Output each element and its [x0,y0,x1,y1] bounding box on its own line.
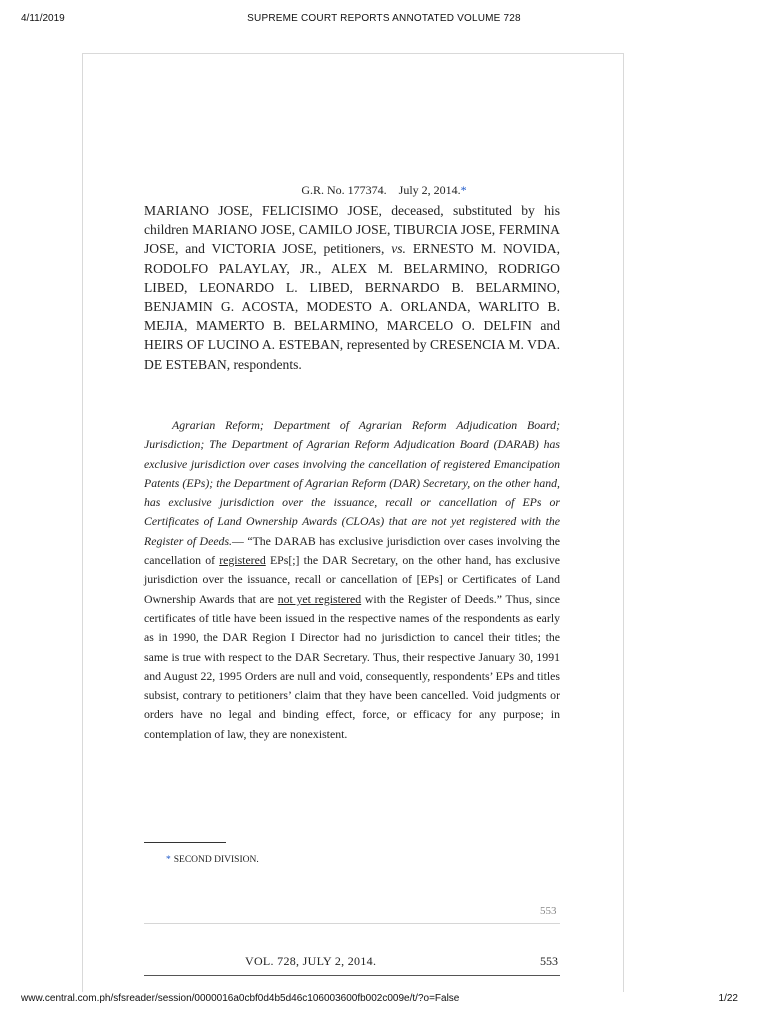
syllabus-headnote: Agrarian Reform; Department of Agrarian Reform Adjudication Board; Jurisdiction; The Department of Agrarian Reform Adjudication Board (DARAB) has exclusive jurisdiction over cases involving the cancellation of registered Emancipation Patents (EPs); the Department of Agrarian Reform (DAR) Secretary, on the other hand, has exclusive jurisdiction over the issuance, recall or cancellation of EPs or Certificates of Land Ownership Awards (CLOAs) that are not yet registered with the Register of Deeds. [144,418,560,548]
print-footer-url: www.central.com.ph/sfsreader/session/0000016a0cbf0d4b5d46c106003600fb002c009e/t/?o=False [21,993,460,1004]
footnote-divider [144,842,226,843]
petitioners-text: MARIANO JOSE, FELICISIMO JOSE, deceased, substituted by his children MARIANO JOSE, CAMILO JOSE, TIBURCIA JOSE, FERMINA JOSE, and VICTORIA JOSE, petitioners, [144,203,560,257]
respondents-text: ERNESTO M. NOVIDA, RODOLFO PALAYLAY, JR., ALEX M. BELARMINO, RODRIGO LIBED, LEONARDO L. LIBED, BERNARDO B. BELARMINO, BENJAMIN G. ACOSTA, MODESTO A. ORLANDA, WARLITO B. MEJIA, MAMERTO B. BELARMINO, MARCELO O. DELFIN and HEIRS OF LUCINO A. ESTEBAN, represented by CRESENCIA M. VDA. DE ESTEBAN, respondents. [144,241,560,372]
footnote-text: SECOND DIVISION. [173,855,259,865]
running-head-page: 553 [540,954,558,968]
gr-number: G.R. No. 177374. [301,183,387,197]
running-head-rule [144,975,560,976]
syllabus-text-3: with the Register of Deeds.” Thus, since certificates of title have been issued in the respective names of the respondents as early as in 1990, the DAR Region I Director had no jurisdiction to cancel their titles; the same is true with respect to the DAR Secretary. Thus, their respective January 30, 1991 and August 22, 1995 Orders are null and void, consequently, respondents’ EPs and titles subsist, contrary to petitioners’ claim that they have been cancelled. Void judgments or orders have no legal and binding effect, force, or efficacy for any purpose; in contemplation of law, they are nonexistent. [144,591,560,741]
underlined-not-yet-registered: not yet registered [277,591,362,606]
syllabus-dash: — [232,533,248,548]
running-head: VOL. 728, JULY 2, 2014. [245,954,377,968]
footnote-link[interactable]: * [460,183,467,197]
footnote-marker: * [166,855,171,865]
page-separator [144,923,560,924]
print-date: 4/11/2019 [21,13,65,24]
case-parties [144,201,560,374]
print-footer-page: 1/22 [718,993,738,1004]
syllabus-text-1: “The DARAB has exclusive jurisdiction over cases involving the cancellation of [144,533,561,568]
case-citation [0,183,768,198]
decision-date: July 2, 2014. [398,183,461,197]
underlined-registered: registered [219,553,266,568]
syllabus-paragraph [144,416,560,744]
footnote [166,855,259,865]
print-header-title: SUPREME COURT REPORTS ANNOTATED VOLUME 728 [247,13,521,24]
page-number: 553 [540,905,557,917]
syllabus-text-2: EPs[;] the DAR Secretary, on the other hand, has exclusive jurisdiction over the issuance, recall or cancellation of [EPs] or Certificates of Land Ownership Awards that are [144,553,560,606]
versus-text: vs. [391,241,406,257]
